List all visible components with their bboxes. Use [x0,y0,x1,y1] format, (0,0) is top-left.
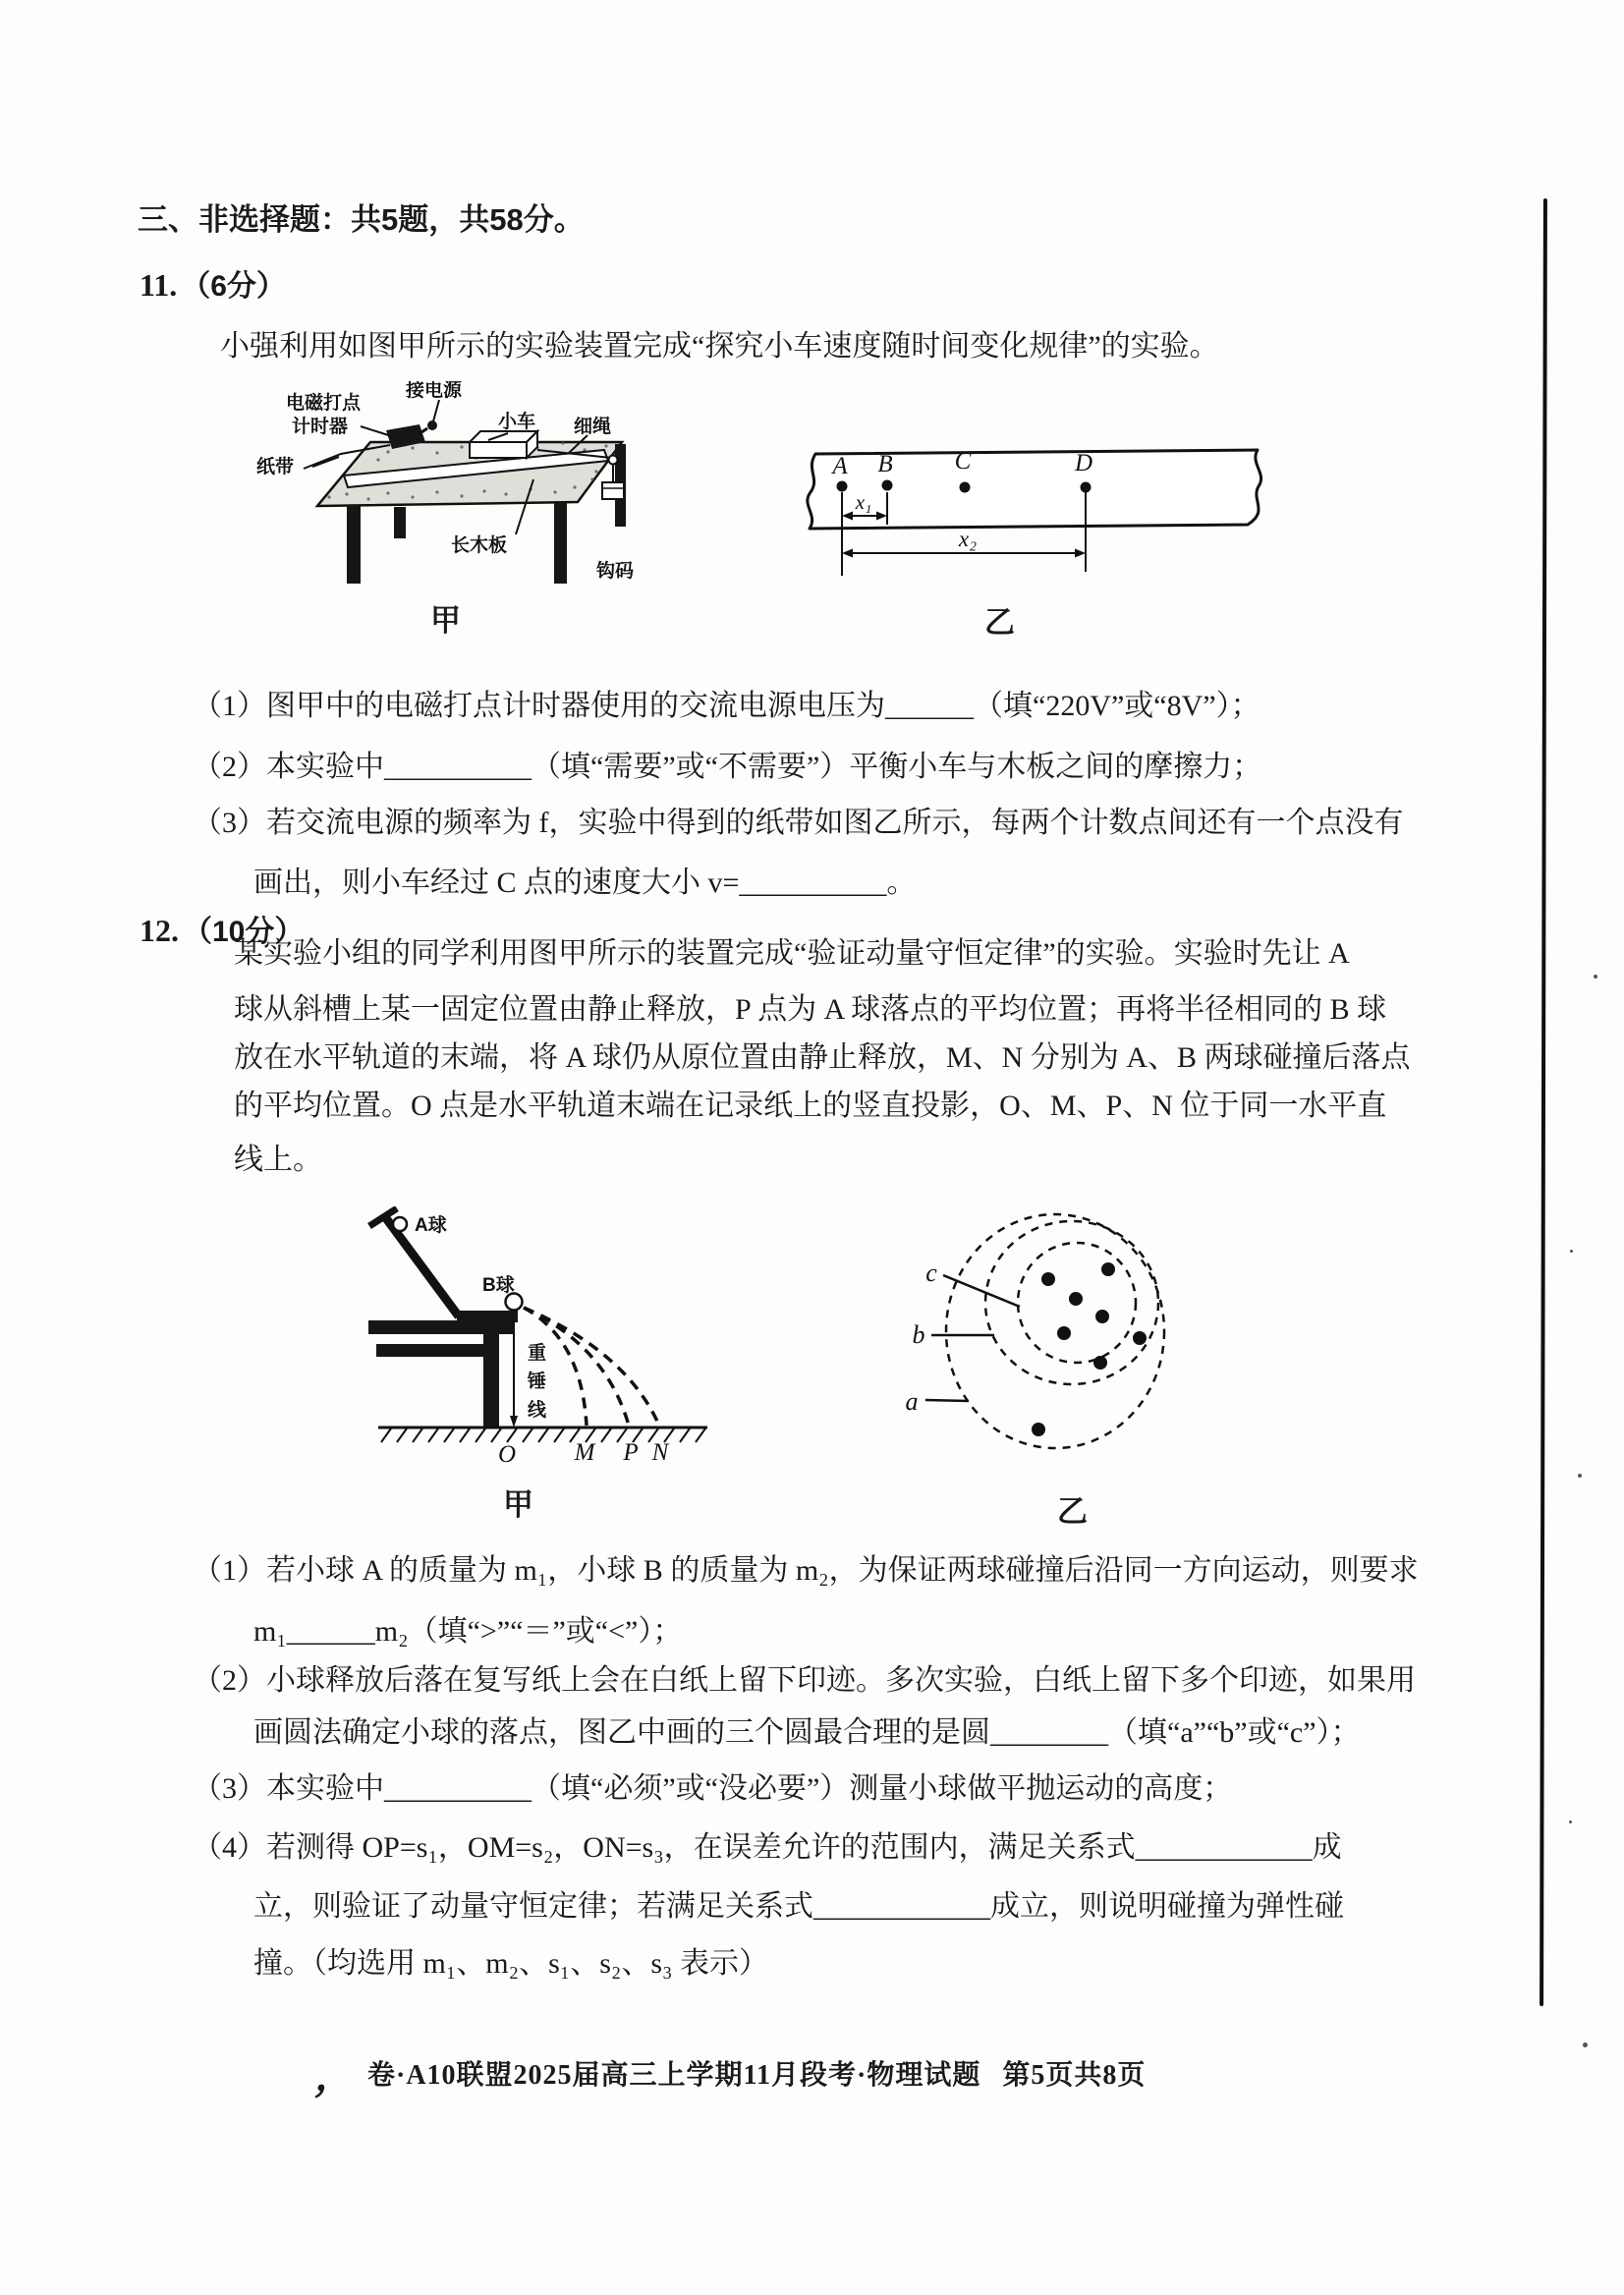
scan-speck [1570,1250,1573,1253]
q12-part3: （3）本实验中__________（填“必须”或“没必要”）测量小球做平抛运动的高度； [193,1772,1233,1805]
q12-figure-circles [874,1210,1316,1495]
label-weight: 钩码 [596,561,635,582]
q11-figure-tape [786,420,1375,612]
scan-speck [1583,2043,1588,2047]
q12-part4-line2: 立，则验证了动量守恒定律；若满足关系式____________成立，则说明碰撞为弹性碰 [253,1890,1344,1923]
q11-caption-jia: 甲 [430,603,461,638]
q12-intro-line4: 的平均位置。O 点是水平轨道末端在记录纸上的竖直投影，O、M、P、N 位于同一水平直 [234,1090,1387,1122]
q12-part4-line3: 撞。（均选用 m₁、m₂、s₁、s₂、s₃ 表示） [253,1947,768,1980]
q11-caption-yi: 乙 [984,605,1015,640]
tape-point-B: B [877,451,893,477]
label-tape: 纸带 [256,457,295,477]
q12-caption-jia: 甲 [503,1487,533,1522]
tape-point-D: D [1074,450,1093,476]
q12-part1-line1: （1）若小球 A 的质量为 m₁，小球 B 的质量为 m₂，为保证两球碰撞后沿同一方向运动，则要求 [193,1554,1419,1587]
section-header: 三、非选择题：共5题，共58分。 [138,202,585,237]
q11-part2: （2）本实验中__________（填“需要”或“不需要”）平衡小车与木板之间的摩擦力； [193,751,1262,783]
q12-intro-line1: 某实验小组的同学利用图甲所示的装置完成“验证动量守恒定律”的实验。实验时先让 A [234,937,1350,970]
plumb-arrow [510,1416,518,1427]
circle-label-b: b [912,1320,925,1349]
label-plumb-3: 线 [528,1400,547,1421]
q12-intro-line3: 放在水平轨道的末端，将 A 球仍从原位置由静止释放，M、N 分别为 A、B 两球碰撞后落点 [234,1041,1411,1074]
point-M: M [574,1439,595,1466]
label-ball-a: A球 [415,1215,447,1236]
page-footer [314,2045,1146,2101]
table-shelf [376,1344,484,1357]
circle-label-a: a [905,1387,919,1416]
scan-speck [1594,975,1597,979]
footer-page-number: 第5页共8页 [1002,2060,1147,2091]
scan-artifact-line [1540,198,1547,2006]
footer-pen-mark: ， [314,2054,354,2099]
label-plumb-2: 锤 [528,1371,547,1392]
label-plumb-1: 重 [528,1343,547,1364]
q12-part2-line1: （2）小球释放后落在复写纸上会在白纸上留下印迹。多次实验，白纸上留下多个印迹，如果用 [193,1664,1416,1697]
q12-figure-launcher [285,1206,717,1501]
label-string: 细绳 [574,417,612,437]
label-cart: 小车 [498,412,536,432]
ball-b [506,1294,523,1311]
q11-intro: 小强利用如图甲所示的实验装置完成“探究小车速度随时间变化规律”的实验。 [220,330,1219,363]
ball-a [393,1217,407,1231]
impact-dots [1032,1262,1147,1436]
table-surface [368,1320,514,1334]
scan-speck [1569,1820,1572,1823]
label-timer-1: 电磁打点 [286,393,362,414]
q11-number: 11. [140,267,178,303]
q12-intro-line5: 线上。 [234,1144,322,1176]
label-power: 接电源 [406,381,463,401]
q12-intro-line2: 球从斜槽上某一固定位置由静止释放，P 点为 A 球落点的平均位置；再将半径相同的 B 球 [234,993,1387,1026]
footer-title: 卷·A10联盟2025届高三上学期11月段考·物理试题 [367,2060,981,2091]
q12-part2-line2: 画圆法确定小球的落点，图乙中画的三个圆最合理的是圆________（填“a”“b”或“c”）； [253,1716,1361,1749]
q12-part1-line2: m₁______m₂（填“>”“＝”或“<”）； [253,1615,683,1648]
label-ball-b: B球 [482,1275,515,1296]
tape-point-C: C [954,448,972,475]
point-O: O [497,1441,517,1468]
q12-score: （10分） [183,916,305,948]
q12-caption-yi: 乙 [1057,1494,1088,1529]
point-P: P [623,1439,639,1466]
x2-label: x₂ [958,527,978,551]
x1-label: x₁ [855,490,872,514]
table-leg [483,1334,499,1427]
q11-part1: （1）图甲中的电磁打点计时器使用的交流电源电压为______（填“220V”或“8V”）； [193,690,1260,722]
circle-label-c: c [925,1259,937,1287]
q12-part4-line1: （4）若测得 OP=s₁，OM=s₂，ON=s₃，在误差允许的范围内，满足关系式____________成 [193,1831,1342,1864]
q11-part3-line1: （3）若交流电源的频率为 f，实验中得到的纸带如图乙所示，每两个计数点间还有一个点没有 [193,807,1404,839]
q11-number-line [140,261,286,305]
circle-leader-lines [925,1275,1020,1401]
label-timer-2: 计时器 [292,417,349,437]
q12-number: 12. [140,913,179,948]
dashed-circles [946,1214,1164,1448]
q11-part3-line2: 画出，则小车经过 C 点的速度大小 v=__________。 [253,867,917,899]
tape-point-A: A [832,453,848,479]
power-wire [427,420,437,430]
point-N: N [651,1439,669,1466]
hanging-weight [602,482,624,499]
label-board: 长木板 [451,535,508,556]
q11-score: （6分） [181,270,286,303]
pulley [609,456,618,465]
scan-speck [1578,1474,1582,1478]
